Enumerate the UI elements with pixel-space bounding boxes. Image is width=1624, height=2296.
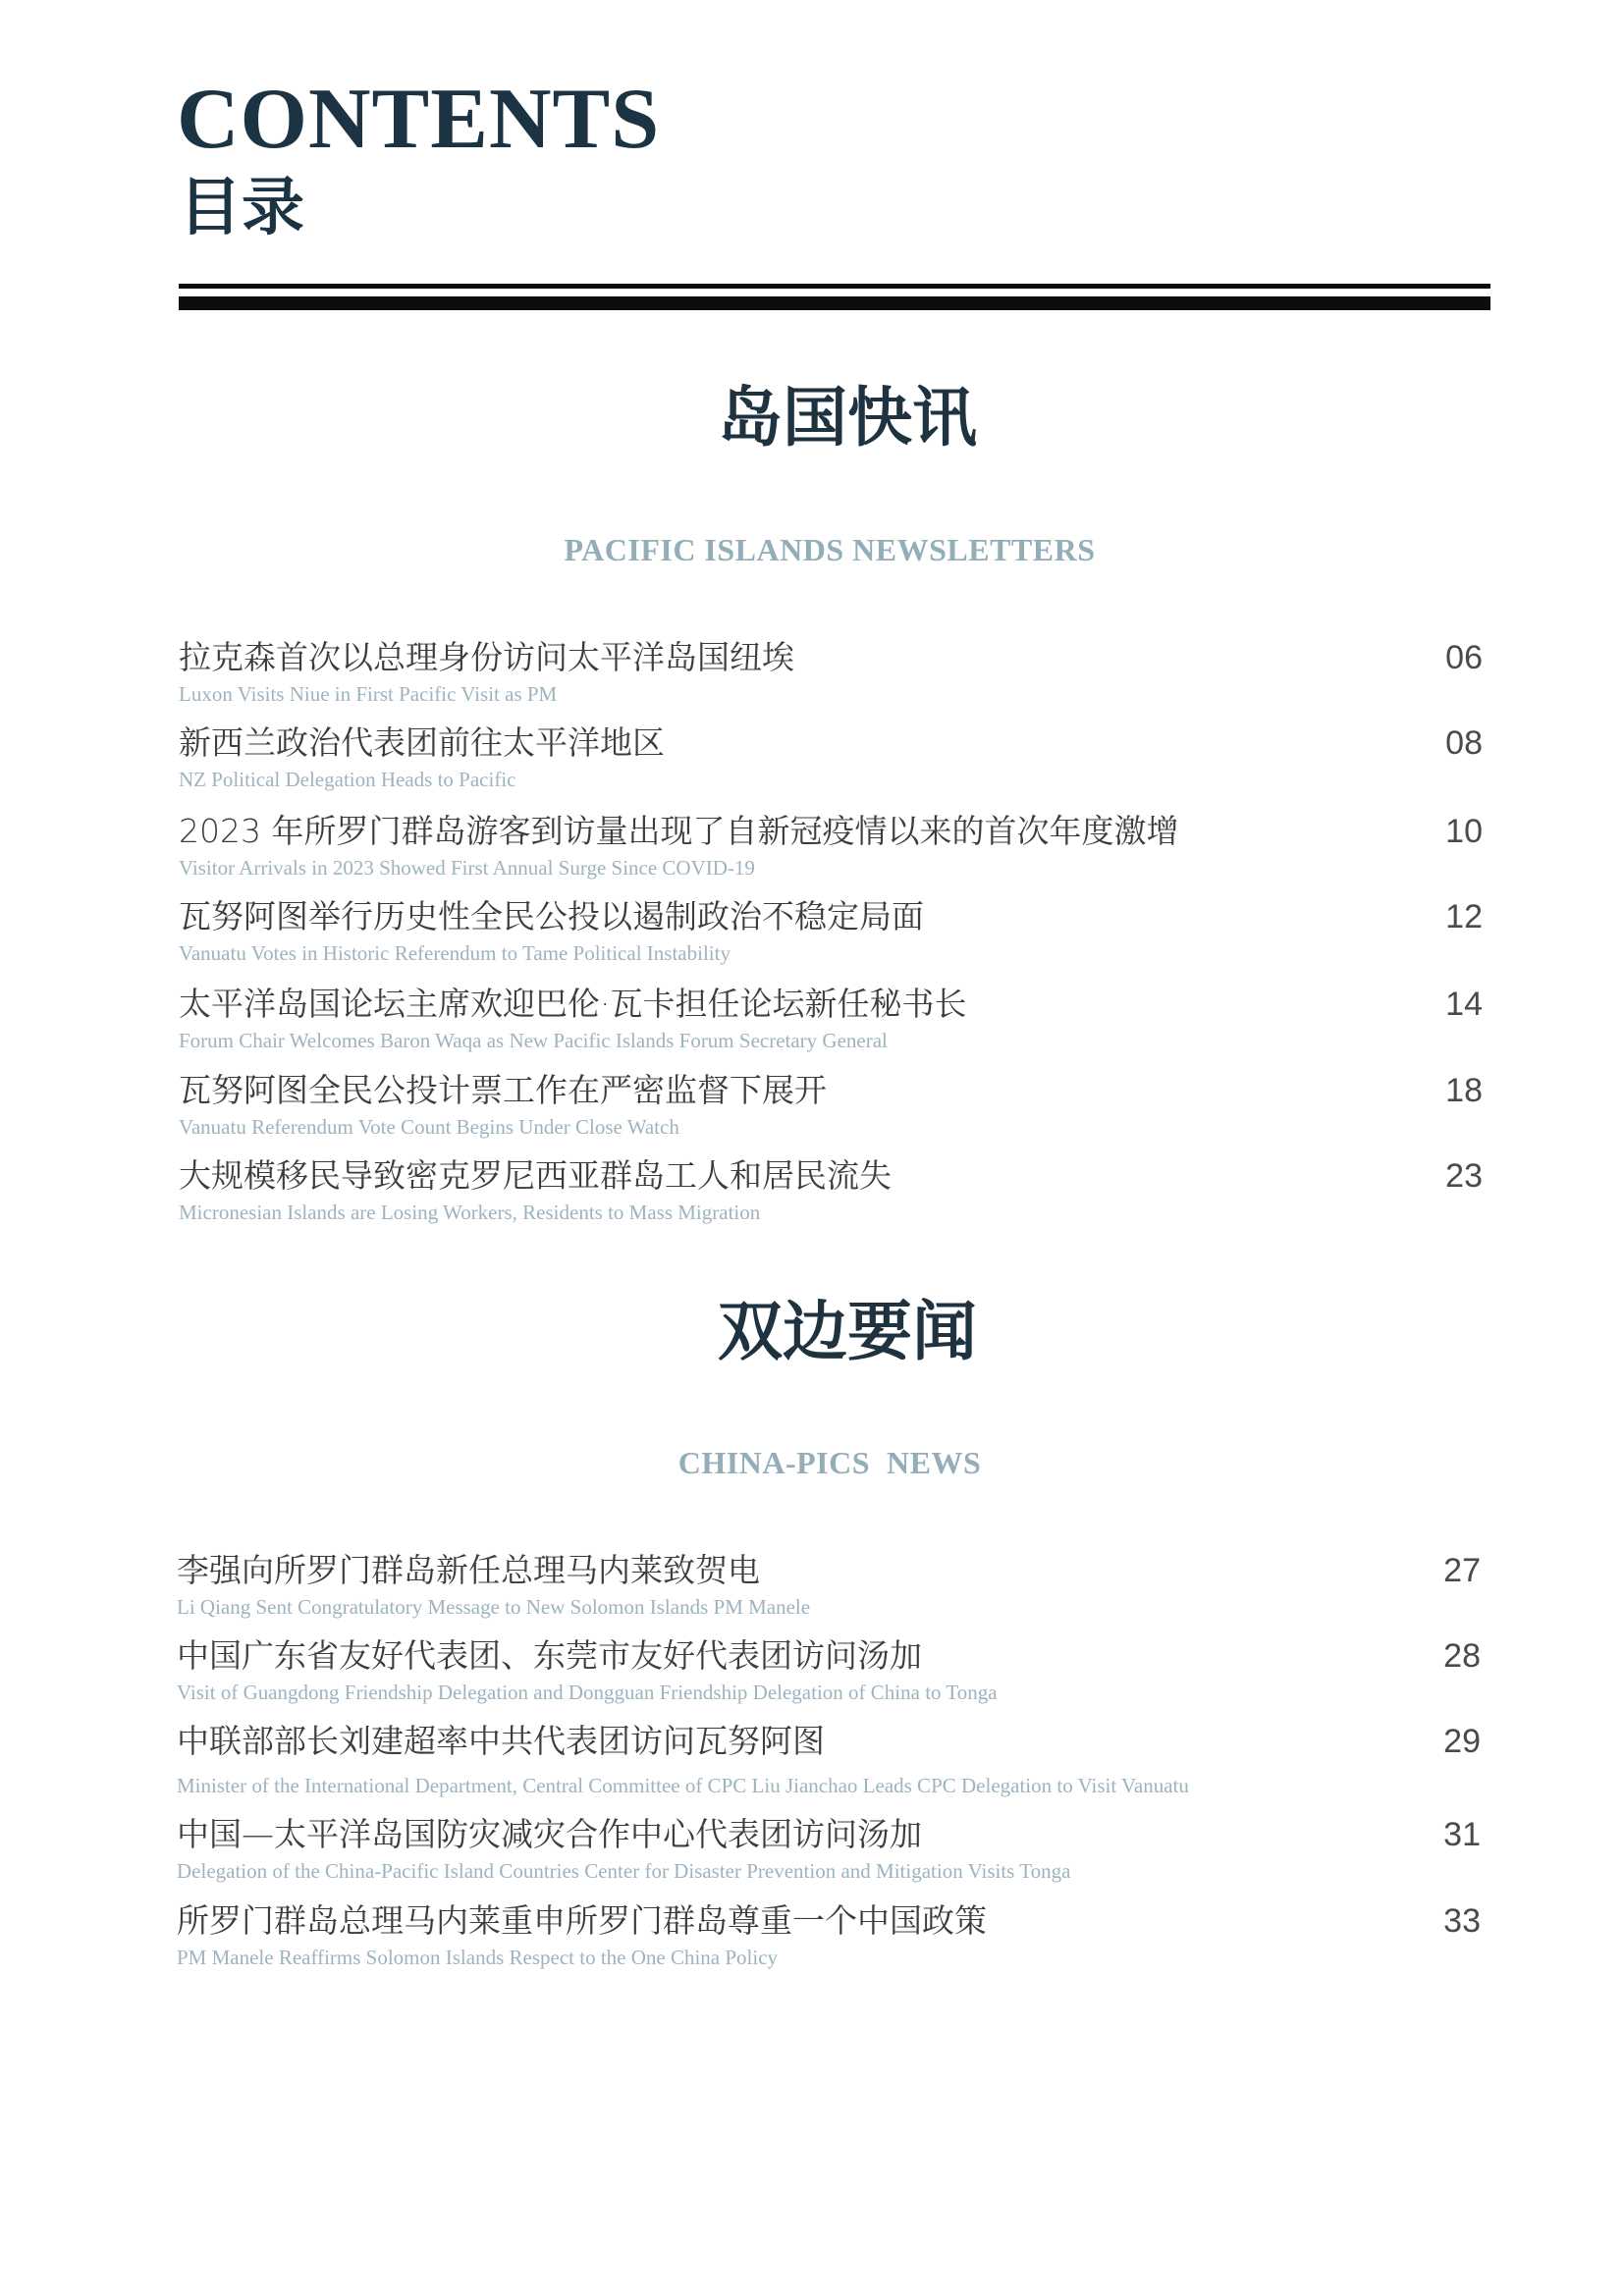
entry-title-english: Luxon Visits Niue in First Pacific Visit as PM bbox=[179, 682, 558, 706]
toc-entry[interactable] bbox=[179, 721, 1490, 800]
toc-entry[interactable] bbox=[177, 1549, 1489, 1628]
entry-title-english: Delegation of the China-Pacific Island Countries Center for Disaster Prevention and Mitigation Visits Tonga bbox=[177, 1859, 1071, 1883]
toc-entry[interactable] bbox=[179, 636, 1490, 715]
entry-page-number: 31 bbox=[1443, 1816, 1481, 1853]
header-divider-thin bbox=[179, 284, 1490, 289]
page-title-chinese: 目录 bbox=[179, 172, 304, 244]
entry-title-english: Forum Chair Welcomes Baron Waqa as New Pacific Islands Forum Secretary General bbox=[179, 1029, 888, 1052]
entry-page-number: 08 bbox=[1445, 724, 1483, 762]
entry-title-english: NZ Political Delegation Heads to Pacific bbox=[179, 768, 516, 791]
entry-title-english: Micronesian Islands are Losing Workers, Residents to Mass Migration bbox=[179, 1201, 761, 1224]
toc-entry[interactable] bbox=[179, 810, 1490, 888]
entry-title-chinese: 太平洋岛国论坛主席欢迎巴伦·瓦卡担任论坛新任秘书长 bbox=[179, 985, 967, 1023]
header-divider-thick bbox=[179, 296, 1490, 310]
entry-title-chinese: 瓦努阿图举行历史性全民公投以遏制政治不稳定局面 bbox=[179, 897, 924, 935]
toc-entry[interactable] bbox=[177, 1899, 1489, 1978]
page-title: CONTENTS bbox=[177, 72, 661, 167]
entry-page-number: 27 bbox=[1443, 1552, 1481, 1589]
entry-page-number: 06 bbox=[1445, 639, 1483, 676]
entry-title-english: Vanuatu Referendum Vote Count Begins Under Close Watch bbox=[179, 1115, 679, 1139]
entry-page-number: 18 bbox=[1445, 1072, 1483, 1109]
entry-title-english: Visitor Arrivals in 2023 Showed First Annual Surge Since COVID-19 bbox=[179, 856, 755, 880]
toc-entry[interactable] bbox=[177, 1813, 1489, 1892]
entry-page-number: 14 bbox=[1445, 986, 1483, 1023]
entry-title-chinese: 中联部部长刘建超率中共代表团访问瓦努阿图 bbox=[177, 1722, 825, 1760]
section-title-chinese: 双边要闻 bbox=[718, 1294, 977, 1369]
entry-page-number: 29 bbox=[1443, 1723, 1481, 1760]
entry-title-english: PM Manele Reaffirms Solomon Islands Respect to the One China Policy bbox=[177, 1946, 779, 1969]
entry-title-chinese: 所罗门群岛总理马内莱重申所罗门群岛尊重一个中国政策 bbox=[177, 1901, 987, 1940]
section-title-chinese: 岛国快讯 bbox=[718, 380, 977, 455]
toc-entry[interactable] bbox=[179, 983, 1490, 1061]
toc-entry[interactable] bbox=[177, 1634, 1489, 1713]
entry-title-english: Li Qiang Sent Congratulatory Message to New Solomon Islands PM Manele bbox=[177, 1595, 811, 1619]
entry-page-number: 10 bbox=[1445, 813, 1483, 850]
entry-page-number: 23 bbox=[1445, 1157, 1483, 1195]
entry-title-chinese: 2023 年所罗门群岛游客到访量出现了自新冠疫情以来的首次年度激增 bbox=[179, 812, 1179, 850]
toc-entry[interactable] bbox=[179, 1069, 1490, 1148]
entry-title-chinese: 瓦努阿图全民公投计票工作在严密监督下展开 bbox=[179, 1071, 827, 1109]
entry-page-number: 28 bbox=[1443, 1637, 1481, 1675]
entry-title-chinese: 拉克森首次以总理身份访问太平洋岛国纽埃 bbox=[179, 638, 794, 676]
entry-title-english: Vanuatu Votes in Historic Referendum to Tame Political Instability bbox=[179, 941, 731, 965]
entry-title-chinese: 大规模移民导致密克罗尼西亚群岛工人和居民流失 bbox=[179, 1156, 892, 1195]
toc-entry[interactable] bbox=[179, 1154, 1490, 1233]
entry-title-english: Minister of the International Department, Central Committee of CPC Liu Jianchao Leads CPC Delegation to Visit Vanuatu bbox=[177, 1774, 1189, 1797]
toc-entry[interactable] bbox=[179, 895, 1490, 974]
entry-title-chinese: 李强向所罗门群岛新任总理马内莱致贺电 bbox=[177, 1551, 760, 1589]
section-title-english: PACIFIC ISLANDS NEWSLETTERS bbox=[564, 532, 1096, 567]
entry-title-chinese: 中国广东省友好代表团、东莞市友好代表团访问汤加 bbox=[177, 1636, 922, 1675]
section-title-english: CHINA-PICS NEWS bbox=[677, 1445, 982, 1480]
entry-title-chinese: 中国—太平洋岛国防灾减灾合作中心代表团访问汤加 bbox=[177, 1815, 922, 1853]
entry-page-number: 12 bbox=[1445, 898, 1483, 935]
toc-entry[interactable] bbox=[177, 1720, 1489, 1798]
entry-page-number: 33 bbox=[1443, 1902, 1481, 1940]
entry-title-english: Visit of Guangdong Friendship Delegation and Dongguan Friendship Delegation of China to Tonga bbox=[177, 1681, 998, 1704]
entry-title-chinese: 新西兰政治代表团前往太平洋地区 bbox=[179, 723, 665, 762]
